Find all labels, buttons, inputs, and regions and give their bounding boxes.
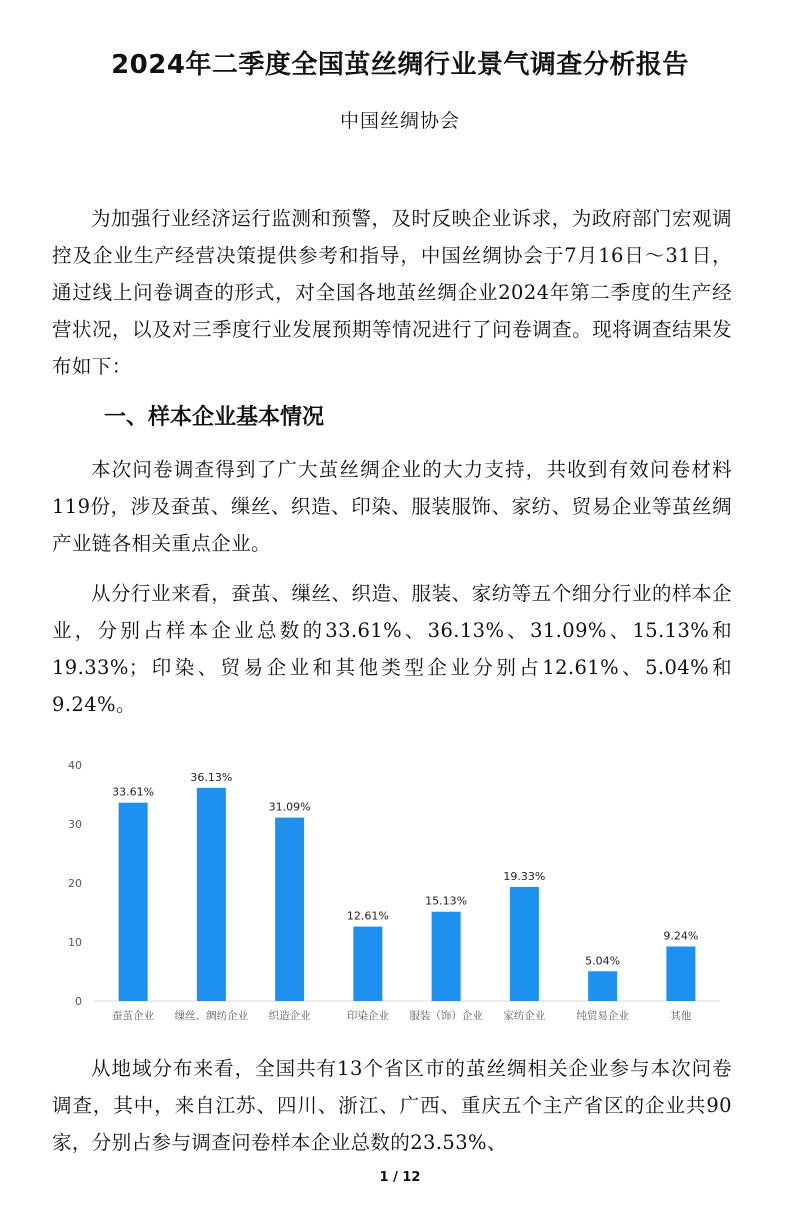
y-tick-label: 10 bbox=[68, 936, 82, 949]
data-label: 12.61% bbox=[346, 909, 389, 923]
x-tick-label: 家纺企业 bbox=[503, 1010, 546, 1022]
bar bbox=[666, 946, 695, 1001]
data-label: 33.61% bbox=[112, 785, 155, 799]
bar bbox=[353, 927, 382, 1001]
bar bbox=[510, 887, 539, 1001]
y-tick-label: 0 bbox=[75, 995, 82, 1008]
bar bbox=[197, 788, 226, 1001]
x-tick-label: 印染企业 bbox=[346, 1010, 389, 1022]
page-number: 1 / 12 bbox=[379, 1170, 421, 1185]
region-paragraph: 从地域分布来看，全国共有13个省区市的茧丝绸相关企业参与本次问卷调查，其中，来自江苏、四川、浙江、广西、重庆五个主产省区的企业共90家，分别占参与调查问卷样本企业总数的23.53%、 bbox=[52, 1057, 732, 1154]
bar bbox=[588, 971, 617, 1001]
industry-paragraph: 从分行业来看，蚕茧、缫丝、织造、服装、家纺等五个细分行业的样本企业，分别占样本企业总数的33.61%、36.13%、31.09%、15.13%和19.33%；印染、贸易企业和其他类型企业分别占12.61%、5.04%和9.24%。 bbox=[52, 582, 732, 716]
y-tick-label: 30 bbox=[68, 818, 82, 831]
data-label: 19.33% bbox=[503, 869, 546, 883]
x-tick-label: 织造企业 bbox=[268, 1010, 311, 1022]
data-label: 36.13% bbox=[190, 770, 233, 784]
data-label: 31.09% bbox=[268, 800, 311, 814]
x-tick-label: 缫丝、绸纺企业 bbox=[174, 1010, 249, 1022]
report-title: 2024年二季度全国茧丝绸行业景气调查分析报告 bbox=[111, 50, 689, 80]
data-label: 15.13% bbox=[425, 894, 468, 908]
x-tick-label: 服装（饰）企业 bbox=[409, 1010, 483, 1022]
data-label: 5.04% bbox=[585, 954, 621, 968]
bar bbox=[119, 803, 148, 1001]
x-tick-label: 纯贸易企业 bbox=[576, 1010, 629, 1022]
bar bbox=[432, 912, 461, 1001]
x-tick-label: 蚕茧企业 bbox=[112, 1010, 155, 1022]
industry-bar-chart bbox=[52, 748, 732, 1038]
y-tick-label: 40 bbox=[68, 759, 82, 772]
report-organization: 中国丝绸协会 bbox=[339, 110, 460, 132]
sample-paragraph: 本次问卷调查得到了广大茧丝绸企业的大力支持，共收到有效问卷材料119份，涉及蚕茧、缫丝、织造、印染、服装服饰、家纺、贸易企业等茧丝绸产业链各相关重点企业。 bbox=[52, 458, 732, 555]
intro-paragraph: 为加强行业经济运行监测和预警，及时反映企业诉求，为政府部门宏观调控及企业生产经营决策提供参考和指导，中国丝绸协会于7月16日～31日，通过线上问卷调查的形式，对全国各地茧丝绸企业2024年第二季度的生产经营状况，以及对三季度行业发展预期等情况进行了问卷调查。现将调查结果发布如下： bbox=[52, 207, 732, 378]
bar bbox=[275, 818, 304, 1001]
y-tick-label: 20 bbox=[68, 877, 82, 890]
x-tick-label: 其他 bbox=[670, 1010, 692, 1022]
data-label: 9.24% bbox=[663, 929, 699, 943]
section-heading-sample: 一、样本企业基本情况 bbox=[104, 405, 325, 430]
